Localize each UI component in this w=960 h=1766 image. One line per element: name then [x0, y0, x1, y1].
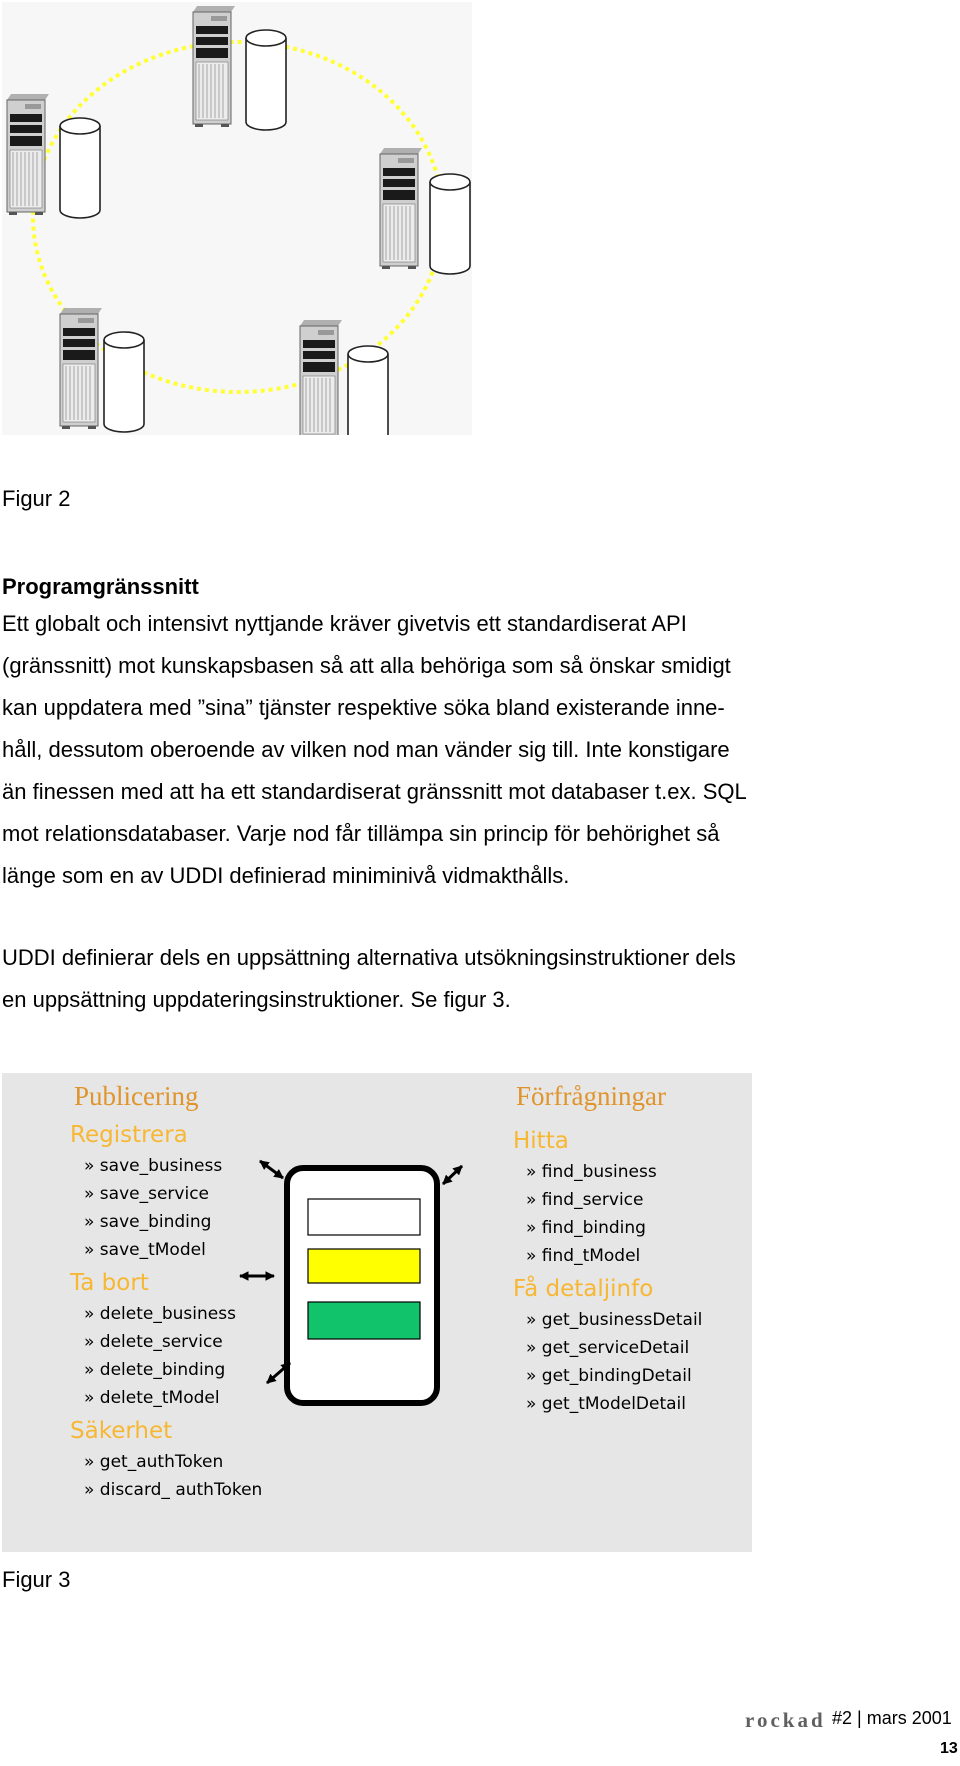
publicering-title: Publicering: [74, 1081, 199, 1111]
api-item-save-tmodel: » save_tModel: [84, 1240, 206, 1260]
node-server-1: [193, 6, 286, 130]
paragraph-1-line: kan uppdatera med ”sina” tjänster respektive söka bland existerande inne-: [2, 695, 725, 720]
registry-layer: [308, 1302, 420, 1339]
api-item-get-businessdetail: » get_businessDetail: [526, 1310, 703, 1330]
paragraph-1-line: än finessen med att ha ett standardiserat gränssnitt mot databaser t.ex. SQL: [2, 779, 747, 804]
paragraph-1-line: (gränssnitt) mot kunskapsbasen så att alla behöriga som så önskar smidigt: [2, 653, 731, 678]
group-fa-detaljinfo-label: Få detaljinfo: [513, 1276, 654, 1302]
section-heading: Programgränssnitt: [2, 574, 199, 599]
page-number: 13: [940, 1740, 958, 1757]
api-item-delete-service: » delete_service: [84, 1332, 223, 1352]
double-arrow-icon: [443, 1166, 462, 1184]
api-item-save-business: » save_business: [84, 1156, 223, 1176]
api-item-delete-tmodel: » delete_tModel: [84, 1388, 220, 1408]
node-server-2: [7, 94, 100, 218]
paragraph-2-line: UDDI definierar dels en uppsättning alternativa utsökningsinstruktioner dels: [2, 945, 736, 970]
api-item-delete-business: » delete_business: [84, 1304, 236, 1324]
issue-label: #2 | mars 2001: [832, 1708, 952, 1728]
paragraph-1-line: Ett globalt och intensivt nyttjande kräver givetvis ett standardiserat API: [2, 611, 687, 636]
figure-3-caption: Figur 3: [2, 1567, 71, 1592]
paragraph-2: [2, 937, 842, 1021]
figure-2-illustration: [2, 2, 472, 435]
api-item-delete-binding: » delete_binding: [84, 1360, 226, 1380]
paragraph-1: [2, 603, 842, 897]
api-item-get-authtoken: » get_authToken: [84, 1452, 224, 1472]
figure-3-diagram: [2, 1073, 752, 1552]
registry-layer: [308, 1199, 420, 1235]
node-server-5: [300, 320, 388, 435]
node-ring-diagram: [2, 2, 472, 435]
paragraph-1-line: länge som en av UDDI definierad miniminivå vidmakthålls.: [2, 863, 570, 888]
paragraph-1-line: håll, dessutom oberoende av vilken nod man vänder sig till. Inte konstigare: [2, 737, 730, 762]
rockad-logo: rockad: [745, 1708, 826, 1732]
group-registrera-label: Registrera: [70, 1122, 188, 1148]
forfragningar-title: Förfrågningar: [516, 1081, 666, 1111]
api-item-discard-authtoken: » discard_ authToken: [84, 1480, 263, 1500]
api-item-save-service: » save_service: [84, 1184, 209, 1204]
node-server-3: [380, 148, 470, 274]
group-sakerhet-label: Säkerhet: [70, 1418, 173, 1444]
paragraph-1-line: mot relationsdatabaser. Varje nod får tillämpa sin princip för behörighet så: [2, 821, 720, 846]
group-ta-bort-label: Ta bort: [70, 1270, 149, 1296]
api-item-find-tmodel: » find_tModel: [526, 1246, 641, 1266]
paragraph-2-line: en uppsättning uppdateringsinstruktioner. Se figur 3.: [2, 987, 511, 1012]
api-item-save-binding: » save_binding: [84, 1212, 212, 1232]
node-server-4: [60, 308, 144, 432]
api-item-find-service: » find_service: [526, 1190, 644, 1210]
double-arrow-icon: [260, 1161, 283, 1178]
api-item-find-binding: » find_binding: [526, 1218, 646, 1238]
registry-layer: [308, 1249, 420, 1283]
group-hitta-label: Hitta: [513, 1128, 569, 1154]
api-item-get-servicedetail: » get_serviceDetail: [526, 1338, 690, 1358]
api-item-get-bindingdetail: » get_bindingDetail: [526, 1366, 692, 1386]
api-item-get-tmodeldetail: » get_tModelDetail: [526, 1394, 687, 1414]
figure-2-caption: Figur 2: [2, 486, 71, 511]
api-item-find-business: » find_business: [526, 1162, 657, 1182]
